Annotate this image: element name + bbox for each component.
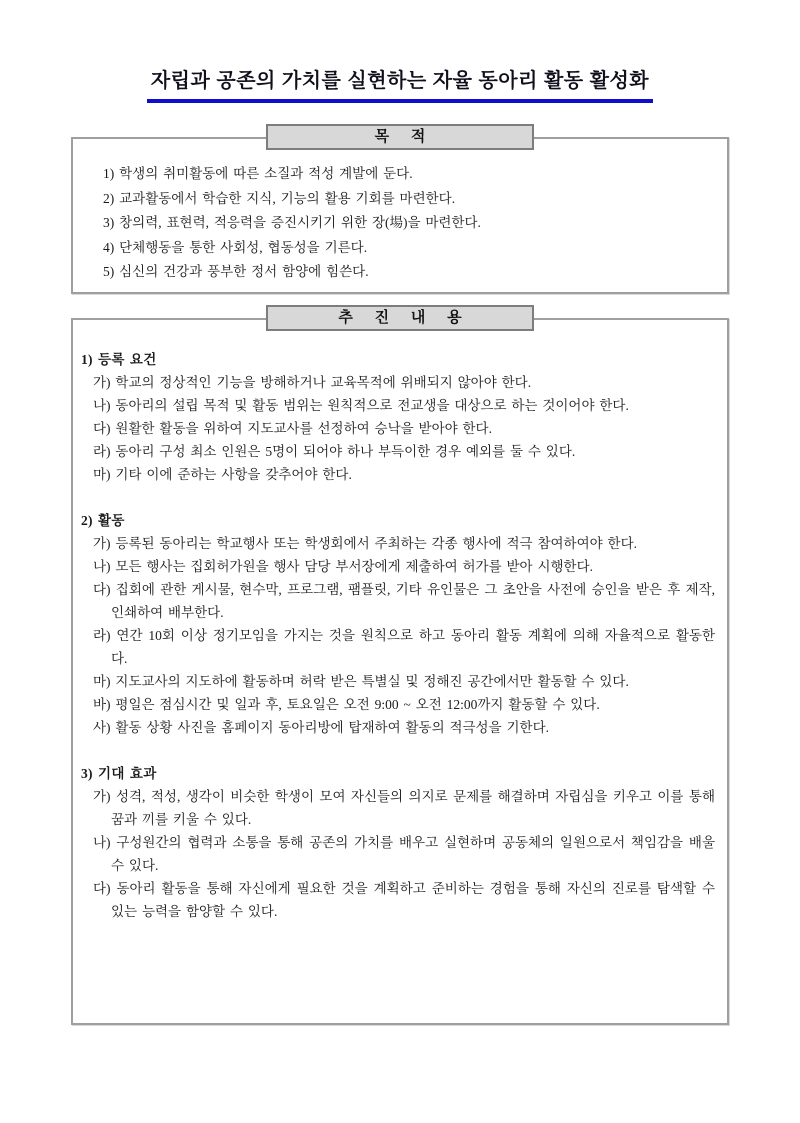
purpose-section [71,124,729,294]
registration-item-ra: 라) 동아리 구성 최소 인원은 5명이 되어야 하나 부득이한 경우 예외를 둘 수 있다. [93,443,576,459]
purpose-item-4: 4) 단체행동을 통한 사회성, 협동성을 기른다. [103,239,368,255]
activity-item-da: 다) 집회에 관한 게시물, 현수막, 프로그램, 팸플릿, 기타 유인물은 그 초안을 사전에 승인을 받은 후 제작, 인쇄하여 배부한다. [93,581,715,620]
activity-item-ba: 바) 평일은 점심시간 및 일과 후, 토요일은 오전 9:00 ~ 오전 12:00까지 활동할 수 있다. [93,696,600,712]
details-section-header: 추 진 내 용 [266,305,534,331]
activity-item-na: 나) 모든 행사는 집회허가원을 행사 담당 부서장에게 제출하여 허가를 받아 시행한다. [93,558,594,574]
subsection-expected-effects-heading: 3) 기대 효과 [81,765,157,781]
purpose-item-2: 2) 교과활동에서 학습한 지식, 기능의 활용 기회를 마련한다. [103,190,456,206]
purpose-item-5: 5) 심신의 건강과 풍부한 정서 함양에 힘쓴다. [103,264,369,279]
effects-item-ga: 가) 성격, 적성, 생각이 비슷한 학생이 모여 자신들의 의지로 문제를 해결하며 자립심을 키우고 이를 통해 꿈과 끼를 키울 수 있다. [93,788,715,827]
registration-item-ga: 가) 학교의 정상적인 기능을 방해하거나 교육목적에 위배되지 않아야 한다. [93,374,532,390]
purpose-section-header: 목 적 [266,124,534,150]
activity-item-ra: 라) 연간 10회 이상 정기모임을 가지는 것을 원칙으로 하고 동아리 활동 계획에 의해 자율적으로 활동한다. [93,627,715,666]
details-section-body [71,318,729,1025]
document-content [71,124,729,1025]
subsection-registration [81,348,715,486]
subsection-expected-effects [81,762,715,923]
subsection-activity-heading: 2) 활동 [81,512,125,528]
registration-item-na: 나) 동아리의 설립 목적 및 활동 범위는 원칙적으로 전교생을 대상으로 하는 것이어야 한다. [93,397,629,413]
effects-item-da: 다) 동아리 활동을 통해 자신에게 필요한 것을 계획하고 준비하는 경험을 통해 자신의 진로를 탐색할 수 있는 능력을 함양할 수 있다. [93,880,715,919]
purpose-item-1: 1) 학생의 취미활동에 따른 소질과 적성 계발에 둔다. [103,166,413,181]
purpose-item-3: 3) 창의력, 표현력, 적응력을 증진시키기 위한 장(場)을 마련한다. [103,215,481,230]
title-wrap [0,0,800,103]
registration-item-da: 다) 원활한 활동을 위하여 지도교사를 선정하여 승낙을 받아야 한다. [93,420,492,436]
subsection-registration-heading: 1) 등록 요건 [81,351,157,367]
activity-item-ga: 가) 등록된 동아리는 학교행사 또는 학생회에서 주최하는 각종 행사에 적극 참여하여야 한다. [93,535,638,551]
effects-item-na: 나) 구성원간의 협력과 소통을 통해 공존의 가치를 배우고 실현하며 공동체의 일원으로서 책임감을 배울 수 있다. [93,834,715,873]
registration-item-ma: 마) 기타 이에 준하는 사항을 갖추어야 한다. [93,466,352,482]
activity-item-sa: 사) 활동 상황 사진을 홈페이지 동아리방에 탑재하여 활동의 적극성을 기한다. [93,719,550,735]
details-section [71,305,729,1025]
activity-item-ma: 마) 지도교사의 지도하에 활동하며 허락 받은 특별실 및 정해진 공간에서만 활동할 수 있다. [93,673,629,689]
subsection-activity [81,509,715,739]
purpose-section-body [71,137,729,294]
page-title: 자립과 공존의 가치를 실현하는 자율 동아리 활동 활성화 [147,64,653,103]
